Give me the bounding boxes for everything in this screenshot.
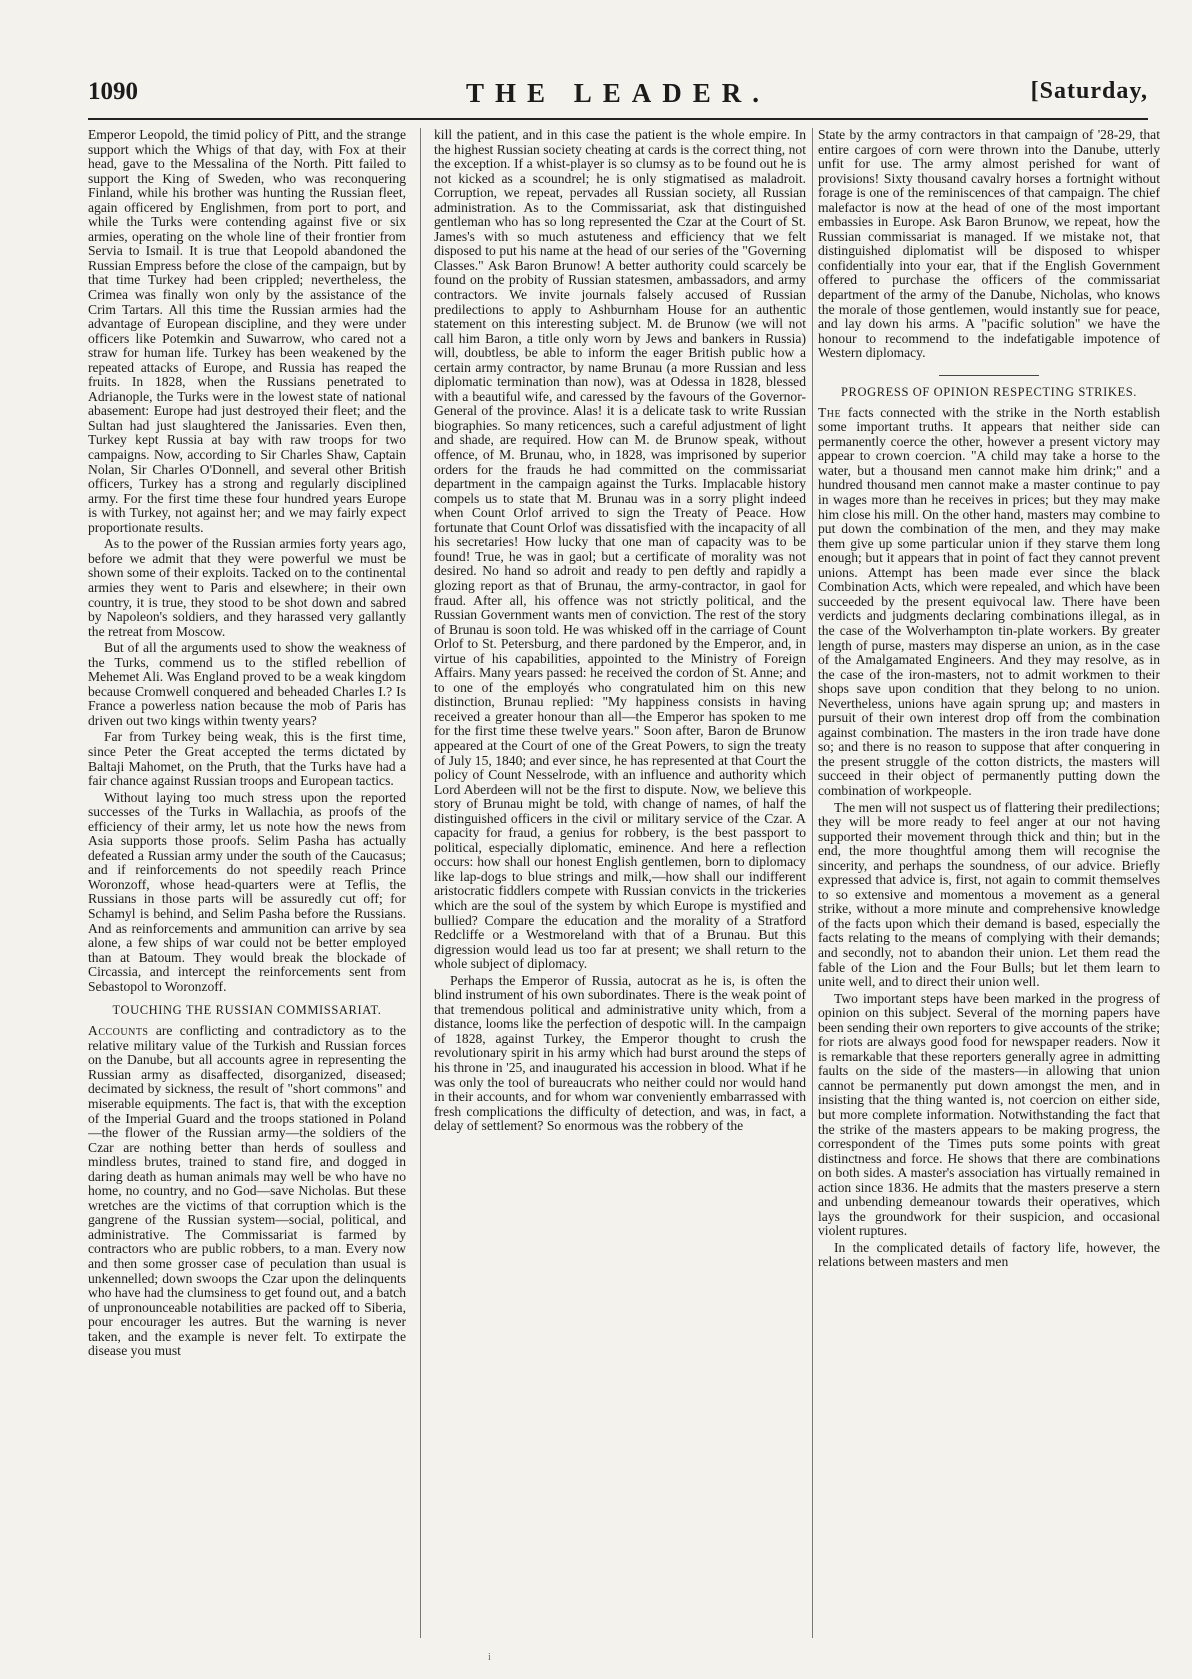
paragraph: Without laying too much stress upon the reported successes of the Turks in Wallachia, as proofs of the efficiency of their army, let us note how the news from Asia supports those proofs. Selim Pasha has actually defeated a Russian army under the south of the Caucasus; and if reinforcements do not speedily reach Prince Woronzoff, whose head-quarters were at Teflis, the Russians in those parts will be assuredly cut off; for Schamyl is behind, and Selim Pasha before the Russians. And as reinforcements and ammunition can arrive by sea alone, a few ships of war could not be better employed than at Batoum. They would break the blockade of Circassia, and intercept the reinforcements sent from Sebastopol to Woronzoff. — [88, 789, 406, 994]
paragraph-text: are conflicting and contradictory as to the relative military value of the Turkish and Russian forces on the Danube, but all accounts agree in representing the Russian army as disaffected, disorganized, diseased; decimated by sickness, the result of "short commons" and miserable equipments. The fact is, that with the exception of the Imperial Guard and the troops stationed in Poland—the flower of the Russian army—the soldiers of the Czar are nothing better than herds of soulless and mindless brutes, trained to stand fire, and dogged in daring death as human animals may well be who have no home, no country, and no God—save Nicholas. But these wretches are the victims of that corruption which is the gangrene of the Russian system—social, political, and administrative. The Commissariat is farmed by contractors who are public robbers, to a man. Every now and then some grosser case of peculation than usual is unkennelled; down swoops the Czar upon the delinquents who have had the clumsiness to get found out, and a batch of unpronounceable notabilities are packed off to Siberia, pour encourager les autres. But the warning is never taken, and the example is never felt. To extirpate the disease you must — [88, 1023, 406, 1359]
paragraph: Perhaps the Emperor of Russia, autocrat as he is, is often the blind instrument of his own subordinates. There is the weak point of that tremendous political and administrative unity which, from a distance, looms like the perfection of despotic will. In the campaign of 1828, against Turkey, the Emperor thought to crush the revolutionary spirit in his army which had burst around the steps of his throne in '25, and inaugurated his accession in blood. What if he was only the tool of bureaucrats who neither could nor would hand in their accounts, and for whom war conveniently embarrassed with fresh complications the difficulty of detection, and was, in fact, a delay of settlement? So enormous was the robbery of the — [434, 972, 806, 1134]
paragraph: The men will not suspect us of flattering their predilections; they will be more ready to feel anger at our not having supported their movement through thick and thin; but in the end, the more thoughtful among them will recognise the sincerity, and perhaps the soundness, of our advice. Briefly expressed that advice is, first, not again to commit themselves to so extensive and momentous a movement as a general strike, without a more minute and comprehensive knowledge of the facts upon which their demand is based, especially the facts relating to the means of complying with their demands; and secondly, not to abandon their union. Let them read the fable of the Lion and the Four Bulls; but let them learn to unite well, and to direct their union well. — [818, 799, 1160, 990]
paragraph: In the complicated details of factory life, however, the relations between masters and men — [818, 1239, 1160, 1270]
printer-mark: i — [488, 1652, 491, 1663]
paragraph-text: facts connected with the strike in the North establish some important truths. It appears that neither side can permanently coerce the other, however a present victory may appear to crown coercion. "A child may take a horse to the water, but a thousand men cannot make him drink;" and a hundred thousand men cannot make a master continue to pay in wages more than he receives in prices; but they may make him close his mill. On the other hand, masters may combine to put down the combination of the men, and they may make them give up some particular union if they starve them long enough; but it appears that in point of fact they cannot prevent unions. Attempt has been made ever since the black Combination Acts, which were repealed, and which have been succeeded by the present equivocal law. There have been verdicts and judgments declaring combinations illegal, as in the case of the Wolverhampton tin-plate workers. By greater length of purse, masters may disperse an union, as in the case of the Amalgamated Engineers. And they may resolve, as in the case of the iron-masters, not to admit workmen to their shops save upon condition that they belong to no union. Nevertheless, unions have again sprung up; and masters in pursuit of their own interest drop off from the combination against combination. The masters in the iron trade have done so; and there is no reason to suppose that after conquering in the present struggle of the cotton districts, the masters will succeed in their object of permanently putting down the combination of workpeople. — [818, 404, 1160, 798]
paragraph: State by the army contractors in that campaign of '28-29, that entire cargoes of corn were thrown into the Danube, utterly unfit for use. The army almost perished for want of provisions! Sixty thousand cavalry horses a fortnight without forage is one of the reminiscences of that campaign. The chief malefactor is now at the head of one of the most important embassies in Europe. Ask Baron Brunow, we repeat, how the Russian commissariat is managed. If we mistake not, that distinguished diplomatist will be disposed to whisper confidentially into your ear, that if the English Government offered to purchase the officers of the commissariat department of the army of the Danube, Nicholas, who knows the morale of those gentlemen, would instantly sue for peace, and lay down his arms. A "pacific solution" we have the honour to recommend to the indefatigable impotence of Western diplomacy. — [818, 128, 1160, 361]
header-rule — [88, 118, 1148, 120]
masthead-title: THE LEADER. — [465, 78, 771, 108]
column-divider — [420, 128, 421, 1638]
paragraph: Far from Turkey being weak, this is the first time, since Peter the Great accepted the terms dictated by Baltaji Mahomet, on the Pruth, that the Turks have had a fair chance against Russian troops and European tactics. — [88, 729, 406, 789]
paragraph: Emperor Leopold, the timid policy of Pitt, and the strange support which the Whigs of that day, with Fox at their head, gave to the Messalina of the North. Pitt failed to support the King of Sweden, who was reconquering Finland, while his brother was hunting the Russian fleet, again officered by Englishmen, from port to port, and while the Turks were contending against five or six armies, operating on the whole line of their frontier from Servia to Ismail. It is true that Leopold abandoned the Russian Empress before the close of the campaign, but by that time Turkey had been crippled; nevertheless, the Crimea was finally won only by the assistance of the Crim Tartars. All this time the Russian armies had the advantage of European discipline, and they were under officers like Potemkin and Suwarrow, who cared not a straw for human life. Turkey has been weakened by the repeated attacks of Europe, and Russia has reaped the fruits. In 1828, when the Russians penetrated to Adrianople, the Turks were in the lowest state of national abasement: Europe had just destroyed their fleet; and the Sultan had just slaughtered the Janissaries. Even then, Turkey kept Russia at bay with raw troops for two campaigns. Now, according to Sir Charles Shaw, Captain Nolan, Sir Charles O'Donnell, and several other British officers, Turkey has a strong and regularly disciplined army. For the first time these four hundred years Europe is with Turkey, not against her; and we may fairly expect proportionate results. — [88, 128, 406, 535]
paragraph: But of all the arguments used to show the weakness of the Turks, commend us to the stifled rebellion of Mehemet Ali. Was England proved to be a weak kingdom because Cromwell conquered and beheaded Charles I.? Is France a powerless nation because the mob of Paris has driven out two kings within twenty years? — [88, 640, 406, 728]
paragraph — [88, 1024, 406, 1359]
paragraph: As to the power of the Russian armies forty years ago, before we admit that they were powerful we must be shown some of their exploits. Tacked on to the continental armies they went to Paris and elsewhere; in their own country, it is true, they stood to be shot down and sabred by Napoleon's soldiers, and they harassed very gallantly the retreat from Moscow. — [88, 536, 406, 639]
page-number: 1090 — [88, 78, 138, 105]
drop-lead: Accounts — [88, 1023, 149, 1039]
column-divider — [812, 128, 813, 1638]
column-2 — [434, 128, 806, 1643]
section-heading-strikes: PROGRESS OF OPINION RESPECTING STRIKES. — [840, 384, 1137, 399]
section-rule — [939, 375, 1039, 376]
column-3 — [818, 128, 1160, 1643]
section-heading-commissariat: TOUCHING THE RUSSIAN COMMISSARIAT. — [112, 1003, 382, 1018]
paragraph: kill the patient, and in this case the patient is the whole empire. In the highest Russian society cheating at cards is the correct thing, not the exception. If a whist-player is so clumsy as to be found out he is not kicked as a scoundrel; he is only stigmatised as maladroit. Corruption, we repeat, pervades all Russian society, all Russian administration. As to the Commissariat, ask that distinguished gentleman who has so long represented the Czar at the Court of St. James's with so much astuteness and efficiency that we felt disposed to put his name at the head of our series of the "Governing Classes." Ask Baron Brunow! A better authority could scarcely be found on the probity of Russian statesmen, ambassadors, and army contractors. We invite journals falsely accused of Russian predilections to apply to Ashburnham House for an authentic statement on this interesting subject. M. de Brunow (we will not call him Baron, a title only worn by Jews and bankers in Russia) will, doubtless, be able to inform the eager British public how a certain army contractor, by name Brunau (a more Russian and less diplomatic termination than now), was at Odessa in 1828, blessed with a beautiful wife, and caressed by the favours of the Governor-General of the province. Alas! it is a delicate task to write Russian biographies. So many reticences, such a careful adjustment of light and shade, are required. How can M. de Brunow speak, without offence, of M. Brunau, who, in 1828, was imprisoned by superior orders for the frauds he had committed on the commissariat department in the campaign against the Turks. Implacable history compels us to state that M. Brunau was in a sorry plight indeed when Count Orlof arrived to sign the Treaty of Peace. How fortunate that Count Orlof was dissatisfied with the incapacity of all his secretaries! How lucky that one man of capacity was to be found! True, he was in gaol; but a certificate of morality was not desired. No hand so adroit and ready to pen deftly and rapidly a glozing report as that of Brunau, the army-contractor, in gaol for fraud. After all, his offence was not strictly political, and the Russian Government wants men of conviction. The rest of the story of Brunau is soon told. He was whisked off in the carriage of Count Orlof to St. Petersburg, and there pardoned by the Emperor, and, in virtue of his capabilities, appointed to the Ministry of Foreign Affairs. Many years passed: he received the cordon of St. Anne; and to one of the employés who congratulated him on this new distinction, Brunau replied: "My happiness consists in having received a greater honour than all—the Emperor has spoken to me for the first time these twelve years." Soon after, Baron de Brunow appeared at the Court of one of the Great Powers, to sign the treaty of July 15, 1840; and ever since, he has represented at that Court the policy of Count Nesselrode, with an influence and authority which Lord Aberdeen will not be the first to dispute. Now, we believe this story of Brunau might be told, with change of names, of half the distinguished officers in the civil or military service of the Czar. A capacity for fraud, a genius for robbery, is the best passport to political, especially diplomatic, eminence. And here a reflection occurs: how shall our honest English gentlemen, born to diplomacy like lap-dogs to blue strings and milk,—how shall our indifferent aristocratic fiddlers compete with Russian convicts in the trickeries which are the soul of the system by which Europe is mystified and bullied? Compare the education and the morality of a Stratford Redcliffe or a Westmoreland with that of a Brunau. But this digression would lead us too far at present; we shall return to the whole subject of diplomacy. — [434, 128, 806, 972]
column-1 — [88, 128, 406, 1643]
page-header — [88, 78, 1148, 112]
dateline: [Saturday, — [1030, 78, 1148, 104]
paragraph: Two important steps have been marked in the progress of opinion on this subject. Several of the morning papers have been sending their own reporters to give accounts of the strike; for riots are always good food for newspaper readers. Now it is remarkable that these reporters generally agree in admitting faults on the side of the masters—in allowing that union cannot be permanently put down amongst the men, and in insisting that the thing wanted is, not coercion on either side, but more complete information. Notwithstanding the fact that the strike of the masters appears to be making progress, the correspondent of the Times puts some points with great distinctness and force. He shows that there are combinations on both sides. A master's association has virtually remained in action since 1836. He admits that the masters preserve a stern and unbending demeanour towards their operatives, which lays the groundwork for their suspicion, and occasional violent ruptures. — [818, 990, 1160, 1239]
paragraph — [818, 406, 1160, 799]
drop-lead: The — [818, 404, 842, 420]
